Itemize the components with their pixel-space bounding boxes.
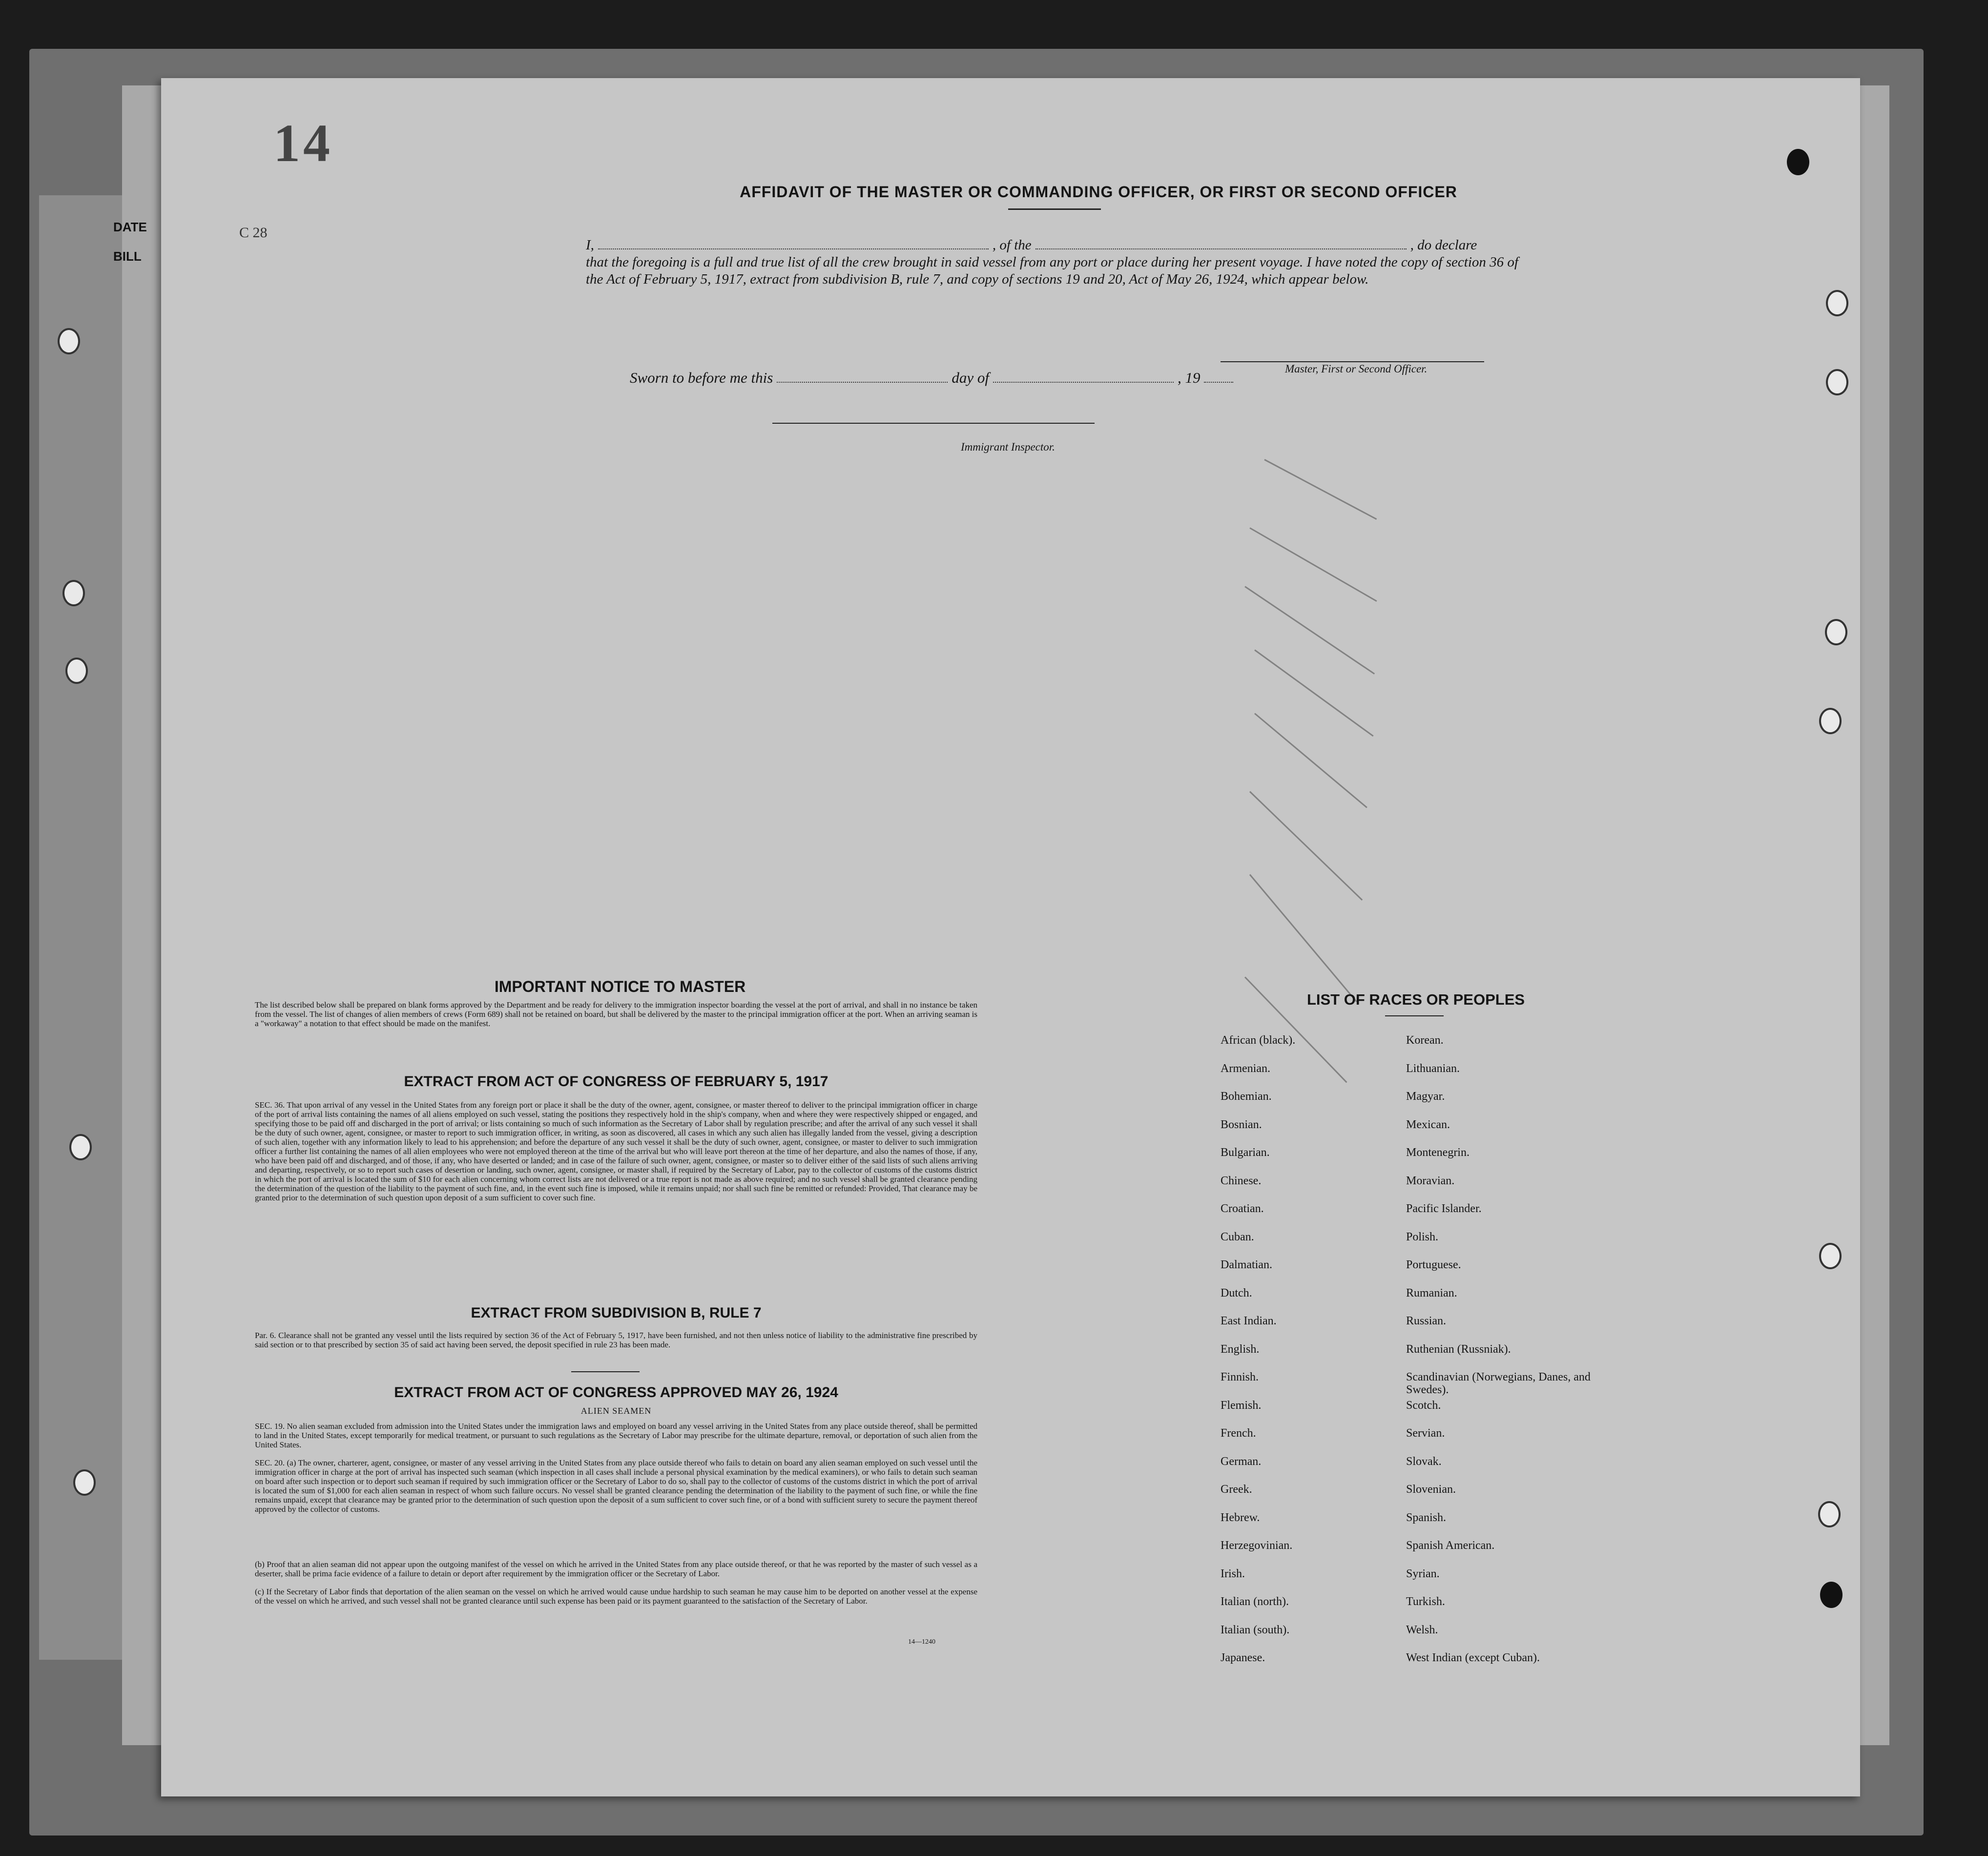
section-divider <box>571 1371 640 1372</box>
declarant-name-field[interactable] <box>598 248 989 249</box>
race-item: Bulgarian. <box>1221 1146 1270 1159</box>
race-item: Dalmatian. <box>1221 1258 1272 1271</box>
race-item: Moravian. <box>1406 1174 1455 1187</box>
race-item: Russian. <box>1406 1315 1447 1327</box>
race-item: Bohemian. <box>1221 1090 1272 1103</box>
race-item: Scotch. <box>1406 1399 1441 1412</box>
declarant-suffix: , do declare <box>1410 237 1477 253</box>
sworn-day-label: day of <box>952 369 989 386</box>
page-hole <box>1819 708 1842 734</box>
form-number: 14—1240 <box>908 1638 935 1646</box>
sec20b-text: (b) Proof that an alien seaman did not appear upon the outgoing manifest of the vessel on which he arrived in the United States from any place outside thereof, or that he was reported by the master of such vessel as a deserter, shall be prima facie evidence of a failure to detain or deport after requirement by the immigration officer or the Secretary of Labor. <box>255 1560 977 1578</box>
race-item: Welsh. <box>1406 1623 1438 1636</box>
master-signature-label: Master, First or Second Officer. <box>1285 363 1428 375</box>
race-item: Slovak. <box>1406 1455 1442 1468</box>
race-item: Ruthenian (Russniak). <box>1406 1342 1511 1356</box>
sec20a-text: SEC. 20. (a) The owner, charterer, agent, consignee, or master of any vessel arriving in the United States from any place outside thereof who fails to detain on board any alien seaman employed on such vessel until the immigration officer in charge at the port of arrival has inspected such seaman (which inspection in all cases shall include a personal physical examination by the medical examiners), or who fails to detain such seaman on board after such inspection or to deport such seaman if required by such immigration officer or the Secretary of Labor to do so, shall pay to the collector of customs of the customs district in which the port of arrival is located the sum of $1,000 for each alien seaman in respect of whom such failure occurs. No vessel shall be granted clearance pending the determination of the liability to the payment of such fine, or while the fine remains unpaid, except that clearance may be granted prior to the determination of such question upon the deposit of a sum sufficient to cover such fine, or of a bond with sufficient surety to secure the payment thereof approved by the collector of customs. <box>255 1458 977 1514</box>
race-item: Bosnian. <box>1221 1118 1262 1131</box>
binder-hole <box>69 1134 92 1160</box>
race-item: German. <box>1221 1455 1262 1468</box>
declarant-middle: , of the <box>992 237 1032 253</box>
race-item: West Indian (except Cuban). <box>1406 1651 1540 1664</box>
race-item: Syrian. <box>1406 1567 1440 1580</box>
race-item: Turkish. <box>1406 1595 1445 1608</box>
race-item: Herzegovinian. <box>1221 1539 1293 1552</box>
race-item: Dutch. <box>1221 1286 1252 1299</box>
race-item: Portuguese. <box>1406 1258 1461 1271</box>
margin-mark: C 28 <box>239 225 268 241</box>
race-item: Italian (north). <box>1221 1595 1289 1608</box>
alien-seamen-subtitle: ALIEN SEAMEN <box>580 1406 652 1416</box>
race-item: African (black). <box>1221 1034 1296 1047</box>
sec19-text: SEC. 19. No alien seaman excluded from admission into the United States under the immigration laws and employed on board any vessel arriving in the United States from any place outside thereof, shall be permitted to land in the United States, except temporarily for medical treatment, or pursuant to such regulations as the Secretary of Labor may prescribe for the ultimate departure, removal, or deportation of such alien from the United States. <box>255 1422 977 1449</box>
race-item: Croatian. <box>1221 1202 1264 1215</box>
binder-hole <box>65 658 88 684</box>
race-item: Japanese. <box>1221 1651 1265 1664</box>
race-item: Servian. <box>1406 1427 1445 1440</box>
binder-hole <box>58 328 80 354</box>
sworn-day-field[interactable] <box>777 382 948 383</box>
race-item: Armenian. <box>1221 1062 1270 1075</box>
sworn-prefix: Sworn to before me this <box>630 369 773 386</box>
edge-label-bill: BILL <box>113 249 142 264</box>
page-hole <box>1826 290 1848 316</box>
page-hole <box>1819 1243 1842 1269</box>
race-item: Scandinavian (Norwegians, Danes, and Swedes). <box>1406 1371 1591 1396</box>
rule7-title: EXTRACT FROM SUBDIVISION B, RULE 7 <box>471 1305 762 1321</box>
race-item: Flemish. <box>1221 1399 1262 1412</box>
race-item: Lithuanian. <box>1406 1062 1460 1075</box>
page-hole <box>1787 149 1809 175</box>
race-item: Greek. <box>1221 1483 1252 1496</box>
page-hole <box>1826 369 1848 395</box>
affidavit-body <box>586 237 1518 288</box>
race-item: Korean. <box>1406 1034 1444 1047</box>
master-signature-line[interactable] <box>1221 361 1484 362</box>
race-item: Cuban. <box>1221 1230 1254 1243</box>
races-title: LIST OF RACES OR PEOPLES <box>1306 991 1525 1008</box>
affidavit-paragraph: that the foregoing is a full and true list of all the crew brought in said vessel from any port or place during her present voyage. I have noted the copy of section 36 of the Act of February 5, 1917, extract from subdivision B, rule 7, and copy of sections 19 and 20, Act of May 26, 1924, which appear below. <box>586 254 1518 287</box>
extract-1917-text: SEC. 36. That upon arrival of any vessel in the United States from any foreign port or place it shall be the duty of the owner, agent, consignee, or master thereof to deliver to the principal immigration officer in charge of the port of arrival lists containing the names of all aliens employed on such vessel, stating the positions they respectively hold in the ship's company, when and where they were respectively shipped or engaged, and specifying those to be paid off and discharged in the port of arrival; or lists containing so much of such information as the Secretary of Labor shall by regulation prescribe; and after the arrival of any such vessel it shall be the duty of such owner, agent, consignee, or master to report to such immigration officer, in writing, as soon as discovered, all cases in which any such alien has illegally landed from the vessel, giving a description of such alien, together with any information likely to lead to his apprehension; and before the departure of any such vessel it shall be the duty of such owner, agent, consignee, or master to deliver to such immigration officer a further list containing the names of all alien employees who were not employed thereon at the time of the arrival but who will leave port thereon at the time of her departure, and also the names of those, if any, who have been paid off and discharged, and of those, if any, who have deserted or landed; and in case of the failure of such owner, agent, consignee, or master so to deliver either of the said lists of such aliens arriving and departing, respectively, or so to report such cases of desertion or landing, such owner, agent, consignee, or master shall, if required by the Secretary of Labor, pay to the collector of customs of the customs district in which the port of arrival is located the sum of $10 for each alien concerning whom correct lists are not delivered or a true report is not made as above required; and no such vessel shall be granted clearance pending the determination of the question of the liability to the payment of such fine, and, in the event such fine is imposed, while it remains unpaid; nor shall such fine be remitted or refunded: Provided, That clearance may be granted prior to the determination of such question upon deposit of a sum sufficient to cover such fine. <box>255 1100 977 1202</box>
race-item: French. <box>1221 1427 1256 1440</box>
affidavit-title: AFFIDAVIT OF THE MASTER OR COMMANDING OFFICER, OR FIRST OR SECOND OFFICER <box>740 183 1457 201</box>
race-item: Spanish American. <box>1406 1539 1495 1552</box>
race-item: Finnish. <box>1221 1371 1259 1383</box>
declaration-line <box>586 237 1518 254</box>
binder-hole <box>62 580 85 606</box>
notice-title: IMPORTANT NOTICE TO MASTER <box>494 978 746 995</box>
races-left-column <box>1221 1034 1382 1680</box>
sworn-month-field[interactable] <box>993 382 1174 383</box>
race-item: Mexican. <box>1406 1118 1450 1131</box>
race-item: Hebrew. <box>1221 1511 1260 1524</box>
races-right-column <box>1406 1034 1631 1680</box>
title-rule <box>1008 208 1101 210</box>
race-item: Italian (south). <box>1221 1623 1290 1636</box>
inspector-signature-line[interactable] <box>772 423 1095 424</box>
race-item: Slovenian. <box>1406 1483 1456 1496</box>
race-item: Rumanian. <box>1406 1286 1457 1299</box>
race-item: Chinese. <box>1221 1174 1262 1187</box>
race-item: Pacific Islander. <box>1406 1202 1482 1215</box>
declarant-prefix: I, <box>586 237 594 253</box>
race-item: East Indian. <box>1221 1315 1277 1327</box>
corner-mark: 14 <box>273 113 333 173</box>
race-item: Magyar. <box>1406 1090 1445 1103</box>
page-hole <box>1820 1582 1843 1608</box>
race-item: Montenegrin. <box>1406 1146 1470 1159</box>
binder-hole <box>73 1469 96 1496</box>
rule7-text: Par. 6. Clearance shall not be granted any vessel until the lists required by section 36 of the Act of February 5, 1917, have been furnished, and not then unless notice of liability to the administrative fine prescribed by said section or to that prescribed by section 35 of said act having been served, the deposit specified in rule 23 has been made. <box>255 1331 977 1349</box>
races-title-rule <box>1385 1015 1444 1016</box>
extract-1917-title: EXTRACT FROM ACT OF CONGRESS OF FEBRUARY 5, 1917 <box>404 1073 828 1090</box>
race-item: English. <box>1221 1342 1260 1356</box>
sec20c-text: (c) If the Secretary of Labor finds that deportation of the alien seaman on the vessel on which he arrived would cause undue hardship to such seaman he may cause him to be deported on another vessel at the expense of the vessel on which he arrived, and such vessel shall not be granted clearance until such expense has been paid or its payment guaranteed to the satisfaction of the Secretary of Labor. <box>255 1587 977 1606</box>
race-item: Spanish. <box>1406 1511 1447 1524</box>
vessel-name-field[interactable] <box>1035 248 1407 249</box>
notice-text: The list described below shall be prepared on blank forms approved by the Department and be ready for delivery to the immigration inspector boarding the vessel at the port of arrival, and shall in no instance be taken from the vessel. The list of changes of alien members of crews (Form 689) shall not be retained on board, but shall be delivered by the master to the principal immigration officer at the port. When an arriving seaman is a "workaway" a notation to that effect should be made on the manifest. <box>255 1000 977 1028</box>
sworn-line <box>630 369 1237 387</box>
page-hole <box>1825 619 1847 645</box>
sworn-year-field[interactable] <box>1204 382 1233 383</box>
inspector-signature-label: Immigrant Inspector. <box>961 441 1055 453</box>
edge-label-date: DATE <box>113 220 147 234</box>
race-item: Polish. <box>1406 1230 1439 1243</box>
extract-1924-title: EXTRACT FROM ACT OF CONGRESS APPROVED MAY 26, 1924 <box>394 1384 838 1401</box>
race-item: Irish. <box>1221 1567 1245 1580</box>
page-hole <box>1818 1501 1841 1527</box>
sworn-year-label: , 19 <box>1177 369 1201 386</box>
